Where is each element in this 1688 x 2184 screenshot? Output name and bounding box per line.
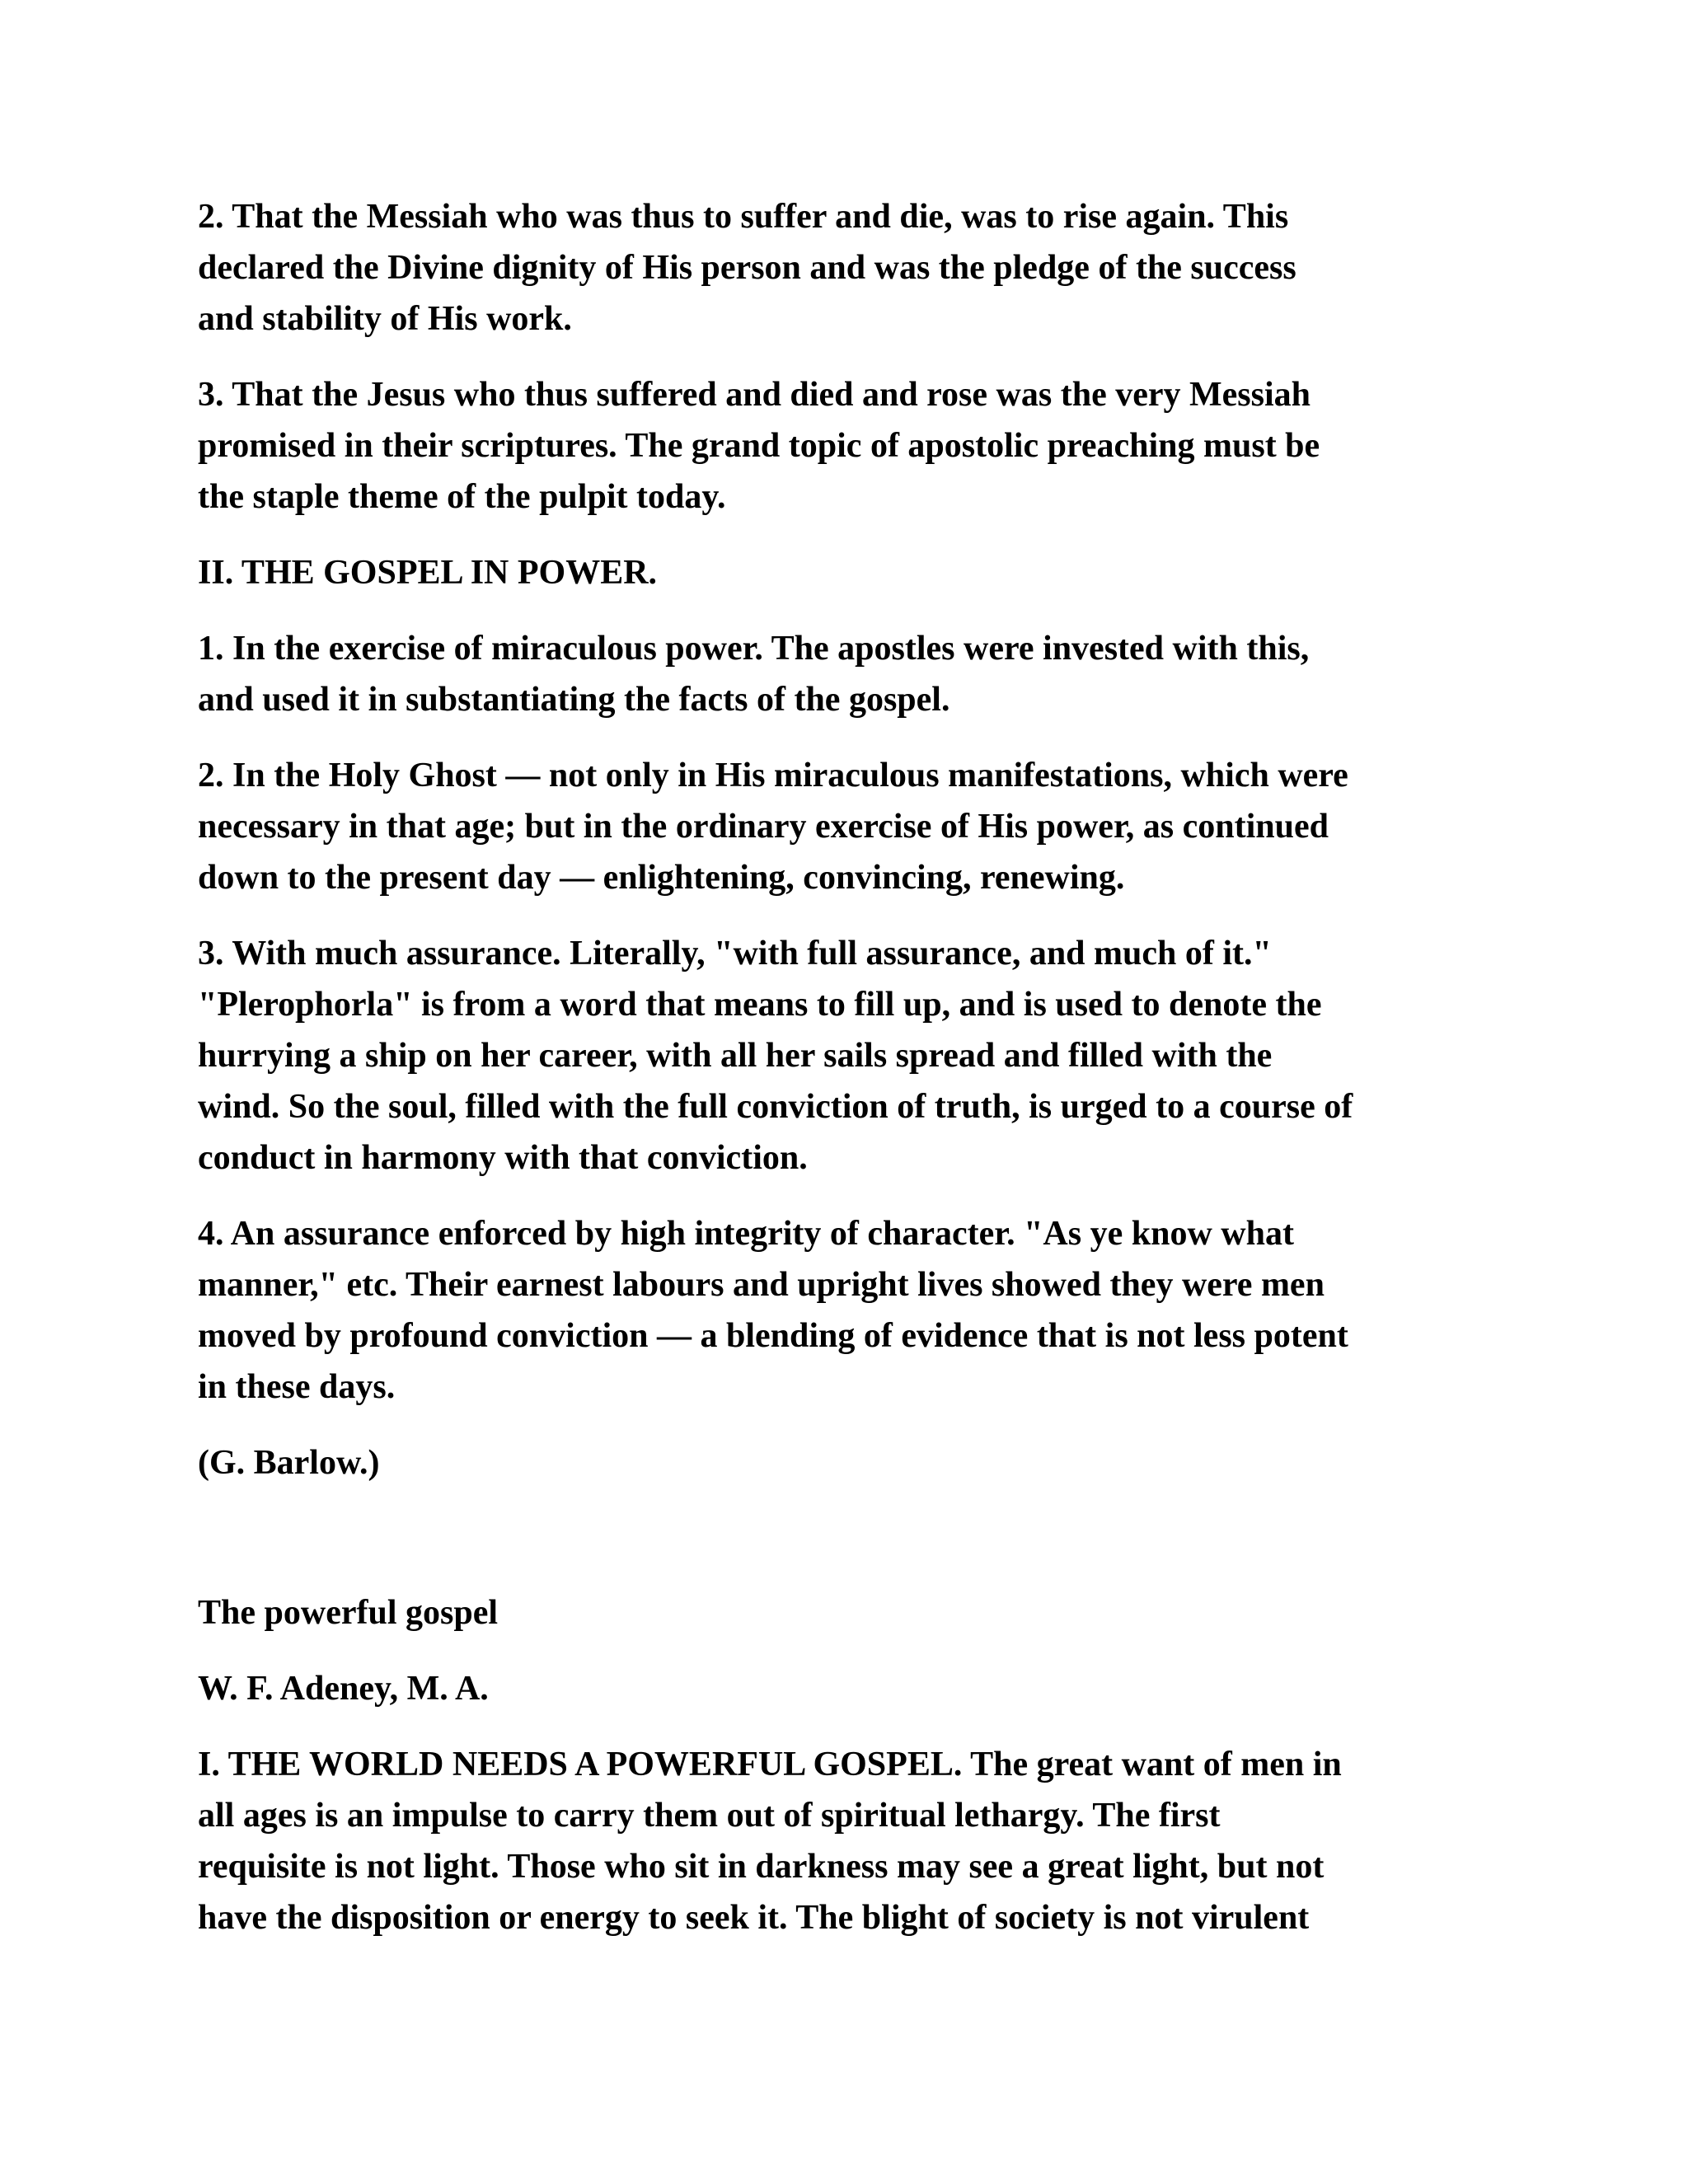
text-line: The powerful gospel	[198, 1594, 499, 1632]
text-line: manner," etc. Their earnest labours and upright lives showed they were men	[198, 1266, 1325, 1304]
paragraph-integrity	[198, 1208, 1517, 1413]
text-line: requisite is not light. Those who sit in darkness may see a great light, but not	[198, 1848, 1325, 1886]
text-line: "Plerophorla" is from a word that means to fill up, and is used to denote the	[198, 986, 1322, 1024]
paragraph-world-needs	[198, 1739, 1517, 1943]
paragraph-much-assurance	[198, 928, 1517, 1183]
text-line: 2. That the Messiah who was thus to suffer and die, was to rise again. This	[198, 198, 1289, 236]
text-line: 3. That the Jesus who thus suffered and died and rose was the very Messiah	[198, 376, 1311, 414]
paragraph-jesus-messiah	[198, 369, 1517, 523]
text-line: 4. An assurance enforced by high integrity of character. "As ye know what	[198, 1215, 1294, 1253]
paragraph-holy-ghost	[198, 750, 1517, 903]
text-line: have the disposition or energy to seek it. The blight of society is not virulent	[198, 1899, 1310, 1937]
text-line: declared the Divine dignity of His person and was the pledge of the success	[198, 249, 1296, 287]
text-line: hurrying a ship on her career, with all her sails spread and filled with the	[198, 1037, 1273, 1075]
text-line: 2. In the Holy Ghost — not only in His miraculous manifestations, which were	[198, 757, 1348, 794]
text-line: necessary in that age; but in the ordinary exercise of His power, as continued	[198, 808, 1329, 846]
text-line: the staple theme of the pulpit today.	[198, 478, 726, 516]
text-line: and stability of His work.	[198, 300, 572, 338]
text-line: in these days.	[198, 1368, 396, 1406]
attribution-barlow	[198, 1437, 1517, 1488]
author-adeney	[198, 1663, 1517, 1714]
text-line: II. THE GOSPEL IN POWER.	[198, 554, 658, 592]
section-heading-gospel-in-power	[198, 547, 1517, 598]
text-line: conduct in harmony with that conviction.	[198, 1139, 808, 1177]
text-line: 1. In the exercise of miraculous power. The apostles were invested with this,	[198, 630, 1310, 668]
text-line: and used it in substantiating the facts of the gospel.	[198, 681, 950, 719]
text-line: W. F. Adeney, M. A.	[198, 1670, 489, 1708]
text-line: wind. So the soul, filled with the full conviction of truth, is urged to a course of	[198, 1088, 1353, 1126]
text-line: I. THE WORLD NEEDS A POWERFUL GOSPEL. The great want of men in	[198, 1746, 1342, 1783]
text-line: all ages is an impulse to carry them out of spiritual lethargy. The first	[198, 1797, 1221, 1835]
text-column	[198, 191, 1517, 1943]
paragraph-messiah-rise	[198, 191, 1517, 344]
text-line: 3. With much assurance. Literally, "with full assurance, and much of it."	[198, 935, 1272, 972]
text-line: promised in their scriptures. The grand topic of apostolic preaching must be	[198, 427, 1320, 465]
text-line: (G. Barlow.)	[198, 1444, 380, 1482]
text-line: down to the present day — enlightening, convincing, renewing.	[198, 859, 1125, 897]
paragraph-miraculous-power	[198, 623, 1517, 725]
section-title-powerful-gospel	[198, 1587, 1517, 1638]
text-line: moved by profound conviction — a blending of evidence that is not less potent	[198, 1317, 1348, 1355]
